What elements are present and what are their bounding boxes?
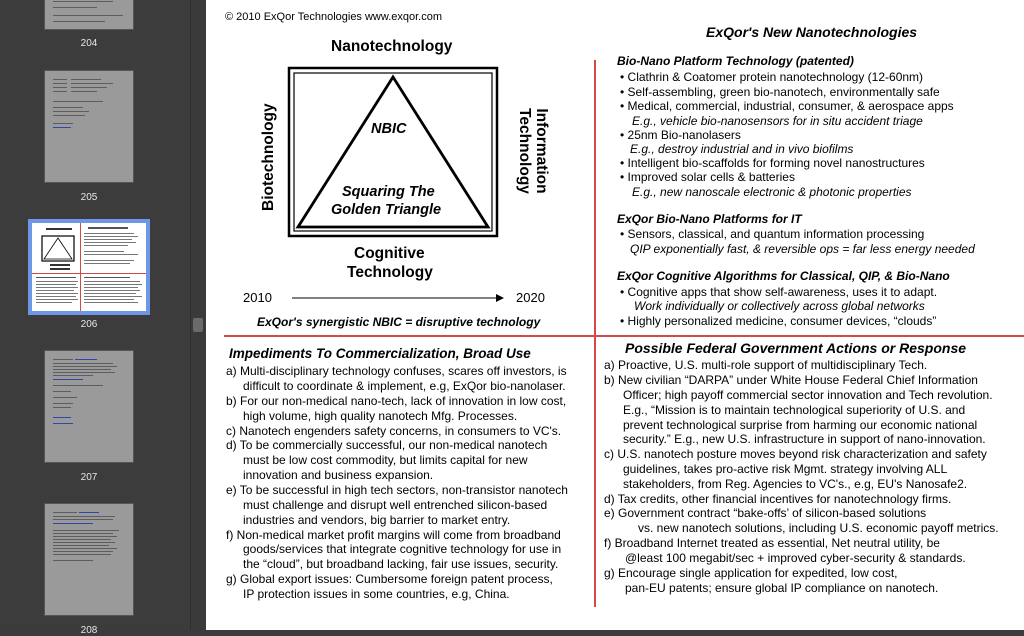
page-number-label: 204: [80, 38, 98, 49]
list-item-continued: goods/services that integrate cognitive technology for use in: [243, 542, 562, 556]
list-item: e) To be successful in high tech sectors, non-transistor nanotech: [226, 483, 568, 497]
bio-nano-heading: Bio-Nano Platform Technology (patented): [617, 54, 854, 68]
list-item-continued: IP protection issues in some countries, e.g, China.: [243, 587, 510, 601]
list-item-continued: industries and vendors, big barrier to market entry.: [243, 513, 511, 527]
list-item: • Improved solar cells & batteries: [620, 170, 795, 184]
page-thumbnail[interactable]: [44, 503, 134, 616]
diagram-bottom-label-line1: Cognitive: [354, 245, 425, 262]
list-item-example: E.g., destroy industrial and in vivo biofilms: [630, 142, 854, 156]
page-thumbnail-selected[interactable]: [28, 219, 150, 315]
list-item: • Cognitive apps that show self-awareness, uses it to adapt.: [620, 285, 938, 299]
diagram-center-label: NBIC: [371, 121, 407, 137]
list-item: a) Multi-disciplinary technology confuses, scares off investors, is: [226, 364, 567, 378]
mini-page-preview: [32, 223, 146, 311]
vertical-divider: [594, 60, 596, 607]
list-item-continued: @least 100 megabit/sec + improved cyber-security & standards.: [625, 551, 966, 565]
list-item-example: Work individually or collectively across global networks: [634, 299, 925, 313]
federal-actions-heading: Possible Federal Government Actions or Response: [625, 340, 967, 356]
scrollbar-thumb[interactable]: [193, 318, 203, 332]
list-item: • Intelligent bio-scaffolds for forming novel nanostructures: [620, 156, 925, 170]
list-item-continued: vs. new nanotech solutions, including U.S. economic payoff metrics.: [638, 521, 999, 535]
triangle-label-line1: Squaring The: [342, 184, 435, 200]
list-item: • Self-assembling, green bio-nanotech, environmentally safe: [620, 85, 940, 99]
list-item-continued: guidelines, takes pro-active risk Mgmt. strategy involving ALL: [623, 462, 948, 476]
list-item: g) Global export issues: Cumbersome foreign patent process,: [226, 572, 553, 586]
cognitive-heading: ExQor Cognitive Algorithms for Classical, QIP, & Bio-Nano: [617, 269, 950, 283]
document-page: [206, 0, 1024, 630]
list-item-continued: prevent technological surprise from harming our economic national: [623, 418, 978, 432]
list-item: d) Tax credits, other financial incentives for nanotechnology firms.: [604, 492, 952, 506]
list-item-example: E.g., new nanoscale electronic & photonic properties: [632, 185, 912, 199]
page-number-label: 208: [80, 625, 98, 636]
list-item-continued: high volume, high quality nanotech Mfg. Processes.: [243, 409, 518, 423]
diagram-top-label: Nanotechnology: [331, 38, 453, 55]
list-item-continued: innovation and business expansion.: [243, 468, 434, 482]
list-item: f) Non-medical market profit margins will come from broadband: [226, 528, 561, 542]
list-item-continued: security.” E.g., new U.S. infrastructure in support of nano-innovation.: [623, 432, 986, 446]
list-item-continued: must be low cost commodity, but limits capital for new: [243, 453, 528, 467]
list-item-continued: pan-EU patents; ensure global IP compliance on nanotech.: [625, 581, 939, 595]
diagram-caption: ExQor's synergistic NBIC = disruptive technology: [257, 315, 541, 329]
list-item-continued: the “cloud”, but broadband lacking, fair use issues, security.: [243, 557, 559, 571]
list-item: d) To be commercially successful, our non-medical nanotech: [226, 438, 548, 452]
list-item-example: QIP exponentially fast, & reversible ops = far less energy needed: [630, 242, 975, 256]
page-number-label: 207: [80, 472, 98, 483]
it-platforms-heading: ExQor Bio-Nano Platforms for IT: [617, 212, 802, 226]
horizontal-divider: [224, 335, 1024, 337]
list-item: • 25nm Bio-nanolasers: [620, 128, 741, 142]
list-item-continued: Officer; high payoff commercial sector innovation and Tech revolution.: [623, 388, 993, 402]
list-item: e) Government contract “bake-offs’ of silicon-based solutions: [604, 506, 927, 520]
page-thumbnail-sidebar: [0, 0, 190, 636]
list-item-continued: E.g., “Mission is to maintain technological superiority of U.S. and: [623, 403, 966, 417]
diagram-bottom-label-line2: Technology: [347, 264, 433, 281]
sidebar-scrollbar[interactable]: [190, 0, 205, 630]
list-item: f) Broadband Internet treated as essential, Net neutral utility, be: [604, 536, 940, 550]
page-thumbnail[interactable]: [44, 70, 134, 183]
list-item: g) Encourage single application for expedited, low cost,: [604, 566, 898, 580]
page-thumbnail[interactable]: [44, 350, 134, 463]
page-thumbnail[interactable]: [44, 0, 134, 30]
list-item: • Clathrin & Coatomer protein nanotechnology (12-60nm): [620, 70, 924, 84]
list-item: b) New civilian “DARPA” under White House Federal Chief Information: [604, 373, 978, 387]
impediments-heading: Impediments To Commercialization, Broad Use: [229, 346, 531, 361]
timeline-start-year: 2010: [243, 290, 272, 305]
right-panel-title: ExQor's New Nanotechnologies: [706, 24, 918, 40]
list-item: c) U.S. nanotech posture moves beyond risk characterization and safety: [604, 447, 987, 461]
list-item: • Highly personalized medicine, consumer devices, “clouds”: [620, 314, 937, 328]
diagram-right-label: Information Technology: [516, 108, 550, 194]
copyright-notice: © 2010 ExQor Technologies www.exqor.com: [225, 11, 443, 23]
timeline-arrow: [288, 293, 508, 303]
list-item-continued: stakeholders, from Reg. Agencies to VC's., e.g, EU's Nanosafe2.: [623, 477, 968, 491]
list-item: b) For our non-medical nano-tech, lack of innovation in low cost,: [226, 394, 567, 408]
list-item: • Medical, commercial, industrial, consumer, & aerospace apps: [620, 99, 954, 113]
list-item-continued: must challenge and disrupt well entrenched silicon-based: [243, 498, 548, 512]
list-item-example: E.g., vehicle bio-nanosensors for in situ accident triage: [632, 114, 923, 128]
list-item: c) Nanotech engenders safety concerns, in consumers to VC's.: [226, 424, 562, 438]
triangle-label-line2: Golden Triangle: [331, 202, 442, 218]
list-item-continued: difficult to coordinate & implement, e.g, ExQor bio-nanolaser.: [243, 379, 566, 393]
list-item: a) Proactive, U.S. multi-role support of multidisciplinary Tech.: [604, 358, 928, 372]
list-item: • Sensors, classical, and quantum information processing: [620, 227, 925, 241]
page-number-label: 206: [80, 319, 98, 330]
diagram-left-label: Biotechnology: [260, 103, 277, 211]
timeline-end-year: 2020: [516, 290, 545, 305]
page-number-label: 205: [80, 192, 98, 203]
